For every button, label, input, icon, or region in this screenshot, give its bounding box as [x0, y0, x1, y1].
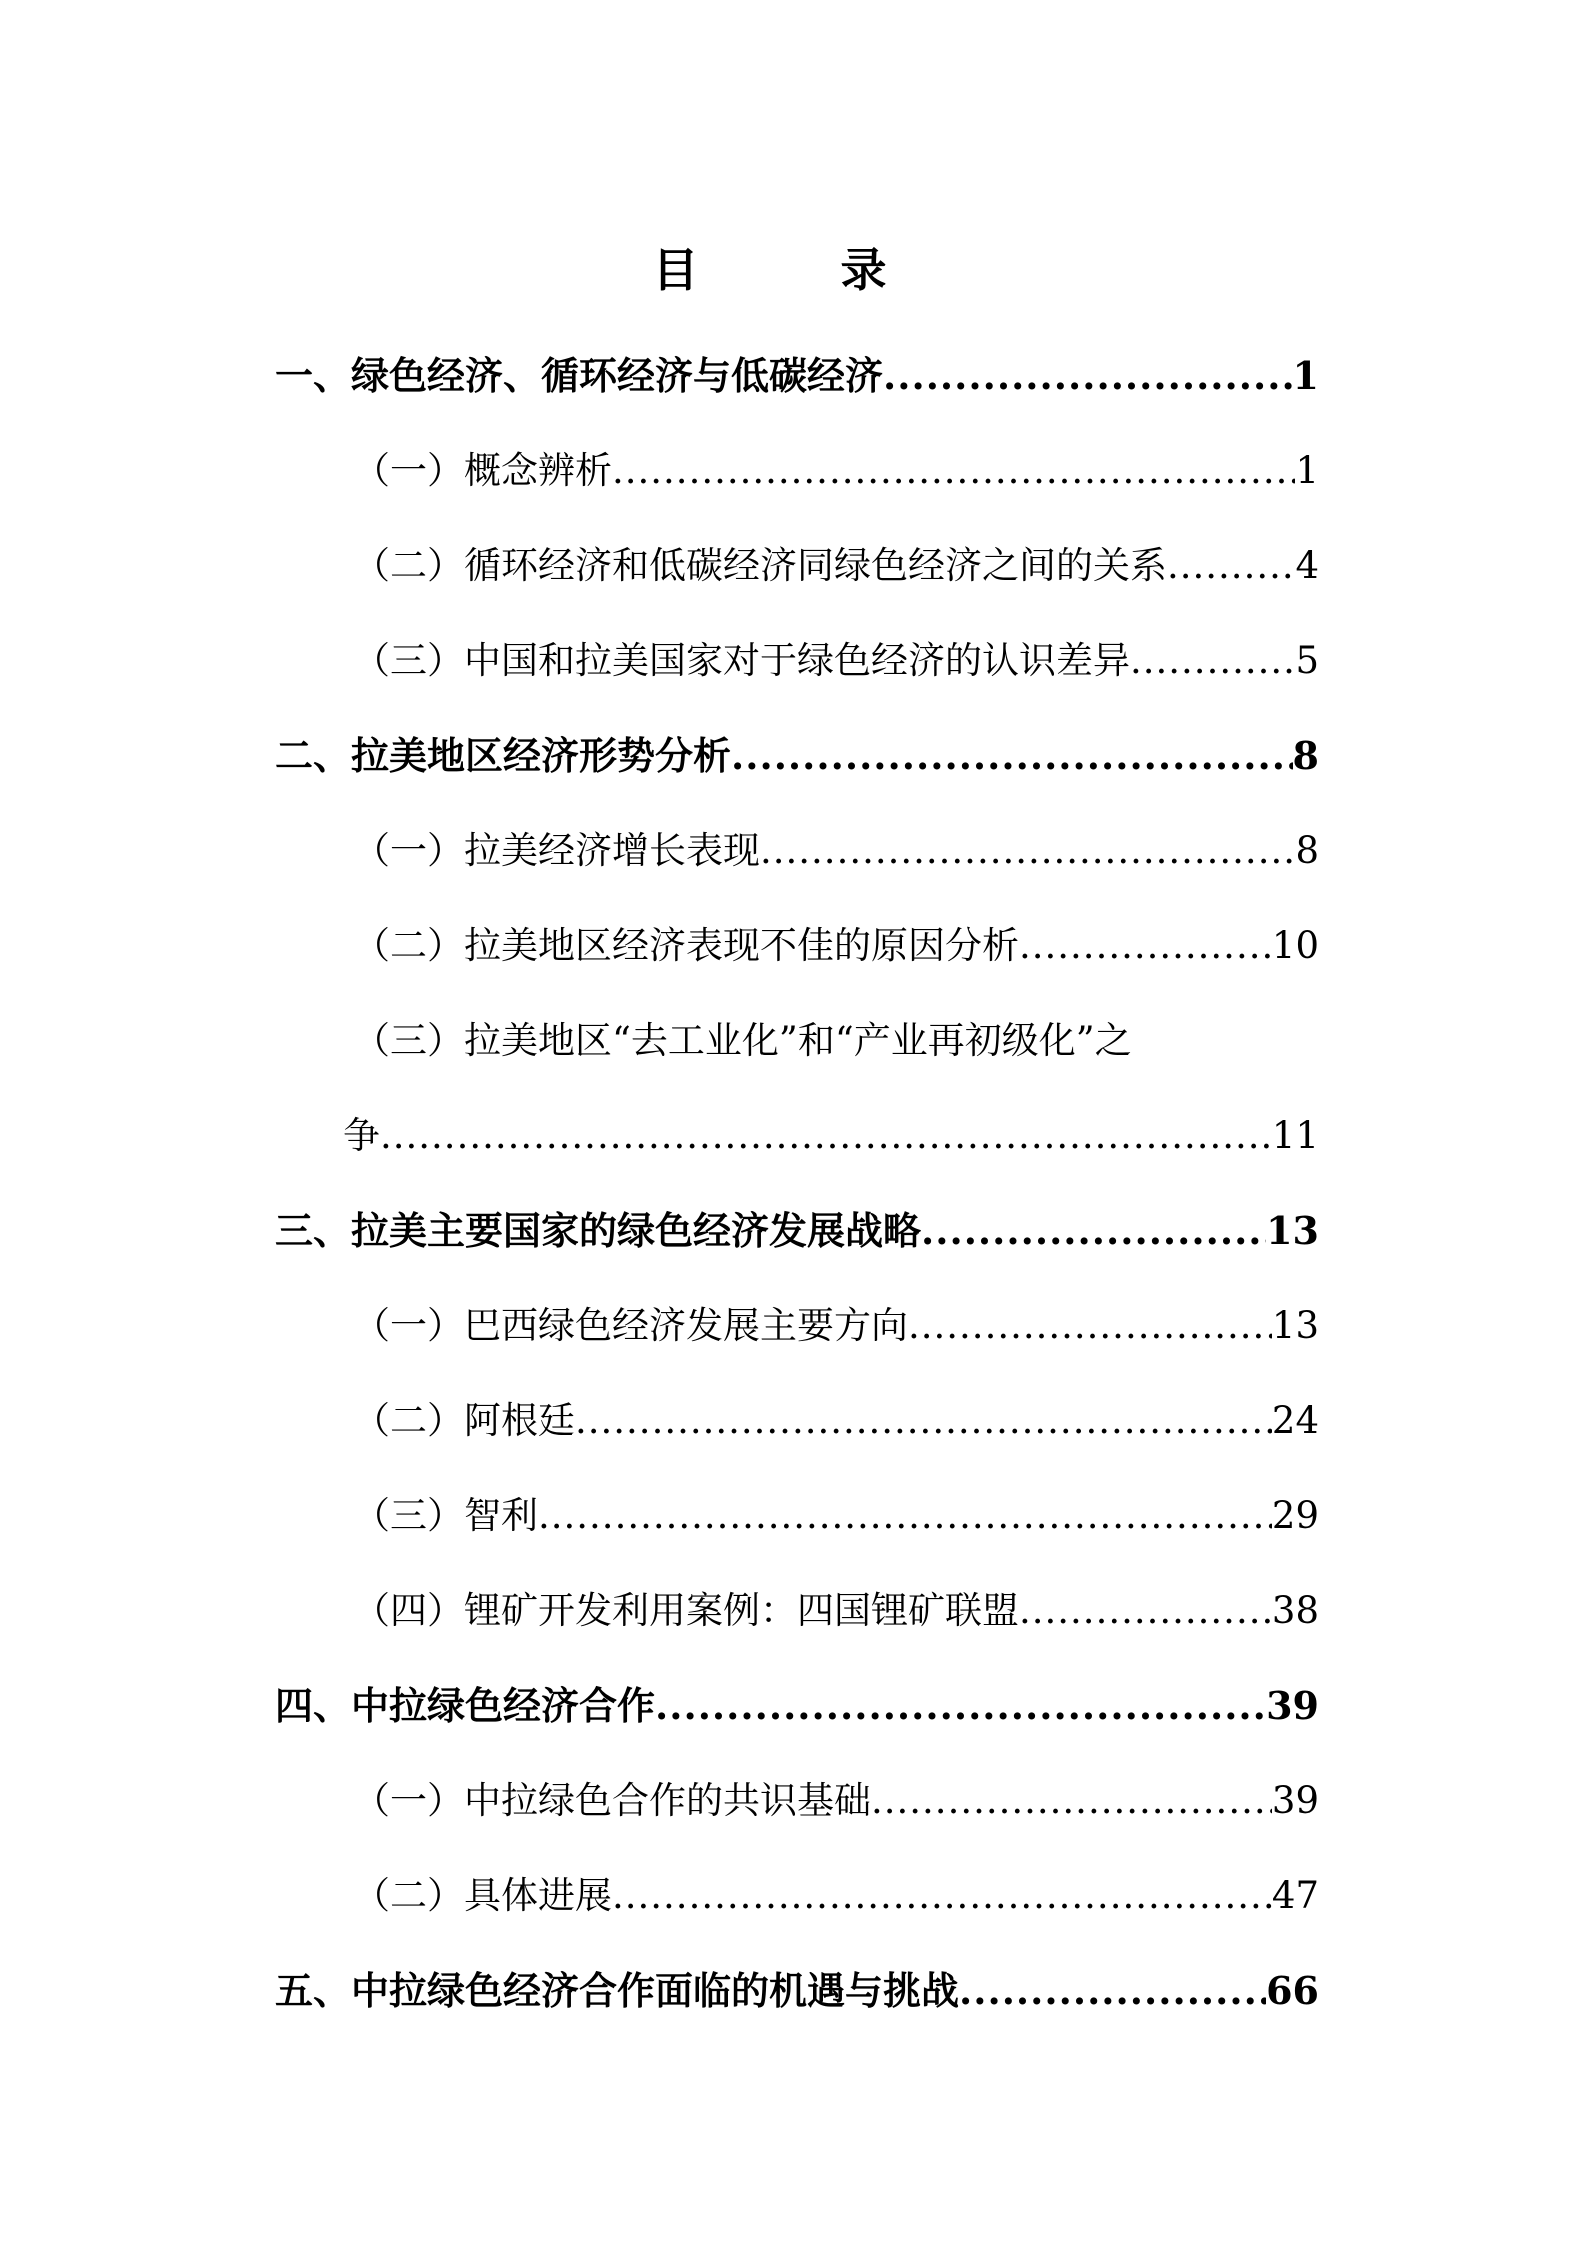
toc-page-number: 1	[1292, 353, 1319, 398]
toc-entry-text: （一）巴西绿色经济发展主要方向	[353, 1304, 908, 1347]
toc-entry[interactable]	[0, 1379, 1587, 1474]
toc-entry-text: 二、拉美地区经济形势分析	[275, 733, 732, 778]
toc-line	[343, 1108, 1319, 1164]
dot-leader	[538, 1488, 1272, 1544]
toc-line	[275, 1678, 1319, 1734]
dot-leader	[760, 823, 1295, 879]
toc-page-number: 13	[1271, 1304, 1319, 1347]
toc-entry-text: （四）锂矿开发利用案例：四国锂矿联盟	[353, 1589, 1019, 1632]
toc-entry-text: （一）中拉绿色合作的共识基础	[353, 1779, 871, 1822]
toc-entry-text: （二）阿根廷	[353, 1399, 575, 1442]
dot-leader	[1167, 538, 1295, 594]
toc-line	[353, 1488, 1319, 1544]
toc-page-number: 8	[1295, 829, 1319, 872]
toc-entry-text: （二）循环经济和低碳经济同绿色经济之间的关系	[353, 544, 1167, 587]
toc-page-number: 39	[1266, 1683, 1319, 1728]
toc-entry[interactable]	[0, 1759, 1587, 1854]
toc-entry-text: （一）拉美经济增长表现	[353, 829, 760, 872]
toc-line	[353, 443, 1319, 499]
toc-title: 目 录	[652, 243, 935, 297]
dot-leader	[731, 728, 1293, 784]
toc-page-number: 10	[1271, 924, 1319, 967]
toc-entry[interactable]	[0, 1854, 1587, 1949]
toc-entry-text: （二）拉美地区经济表现不佳的原因分析	[353, 924, 1019, 967]
toc-page-number: 8	[1292, 733, 1319, 778]
toc-entry[interactable]	[0, 1664, 1587, 1759]
dot-leader	[959, 1963, 1266, 2019]
toc-entry[interactable]	[0, 524, 1587, 619]
toc-line	[353, 823, 1319, 879]
toc-entry-text: 五、中拉绿色经济合作面临的机遇与挑战	[275, 1968, 960, 2013]
toc-page-number: 11	[1271, 1114, 1319, 1157]
toc-line	[353, 538, 1319, 594]
toc-line	[275, 1963, 1319, 2019]
toc-page-number: 29	[1271, 1494, 1319, 1537]
toc-page-number: 13	[1266, 1208, 1319, 1253]
toc-entry[interactable]	[0, 619, 1587, 714]
dot-leader	[908, 1298, 1272, 1354]
toc-line	[353, 1298, 1319, 1354]
toc-line	[275, 1203, 1319, 1259]
toc-entry[interactable]	[0, 714, 1587, 809]
toc-entry[interactable]	[0, 1949, 1587, 2044]
toc-entry-text: （三）智利	[353, 1494, 538, 1537]
toc-line	[353, 1583, 1319, 1639]
toc-line	[353, 633, 1319, 689]
toc-line	[353, 1013, 1319, 1069]
dot-leader	[921, 1203, 1266, 1259]
toc-line	[275, 728, 1319, 784]
toc-line	[353, 1773, 1319, 1829]
dot-leader	[380, 1108, 1272, 1164]
toc-entry-text: 三、拉美主要国家的绿色经济发展战略	[275, 1208, 922, 1253]
toc-entry[interactable]	[0, 1189, 1587, 1284]
toc-page-number: 5	[1295, 639, 1319, 682]
dot-leader	[1019, 1583, 1272, 1639]
dot-leader	[1130, 633, 1295, 689]
toc-line	[353, 1393, 1319, 1449]
toc-entry[interactable]	[0, 999, 1587, 1094]
toc-entry-text: 四、中拉绿色经济合作	[275, 1683, 656, 1728]
toc-page-number: 66	[1266, 1968, 1319, 2013]
toc-entry-text: 一、绿色经济、循环经济与低碳经济	[275, 353, 884, 398]
toc-page-number: 39	[1271, 1779, 1319, 1822]
toc-entry-text: （三）中国和拉美国家对于绿色经济的认识差异	[353, 639, 1130, 682]
toc-line	[353, 918, 1319, 974]
toc-entry[interactable]	[0, 429, 1587, 524]
toc-page-number: 38	[1271, 1589, 1319, 1632]
dot-leader	[655, 1678, 1266, 1734]
toc-line	[275, 348, 1319, 404]
toc-entry-text: （二）具体进展	[353, 1874, 612, 1917]
toc-entry[interactable]	[0, 904, 1587, 999]
toc-entry[interactable]	[0, 809, 1587, 904]
toc-line	[353, 1868, 1319, 1924]
dot-leader	[612, 1868, 1272, 1924]
toc-entry-text: （一）概念辨析	[353, 449, 612, 492]
toc-entry[interactable]	[0, 1569, 1587, 1664]
dot-leader	[1019, 918, 1272, 974]
dot-leader	[883, 348, 1293, 404]
toc-entry[interactable]	[0, 334, 1587, 429]
toc-page-number: 47	[1271, 1874, 1319, 1917]
toc-page-number: 24	[1271, 1399, 1319, 1442]
toc-entry-text: 争	[343, 1114, 380, 1157]
toc-entry[interactable]	[0, 1474, 1587, 1569]
toc-page-number: 1	[1295, 449, 1319, 492]
toc-list	[0, 334, 1587, 2044]
toc-entry[interactable]	[0, 1284, 1587, 1379]
dot-leader	[612, 443, 1295, 499]
toc-entry-text: （三）拉美地区“去工业化”和“产业再初级化”之	[353, 1019, 1132, 1062]
dot-leader	[871, 1773, 1272, 1829]
toc-entry-continuation[interactable]	[0, 1094, 1587, 1189]
dot-leader	[575, 1393, 1272, 1449]
toc-page-number: 4	[1295, 544, 1319, 587]
